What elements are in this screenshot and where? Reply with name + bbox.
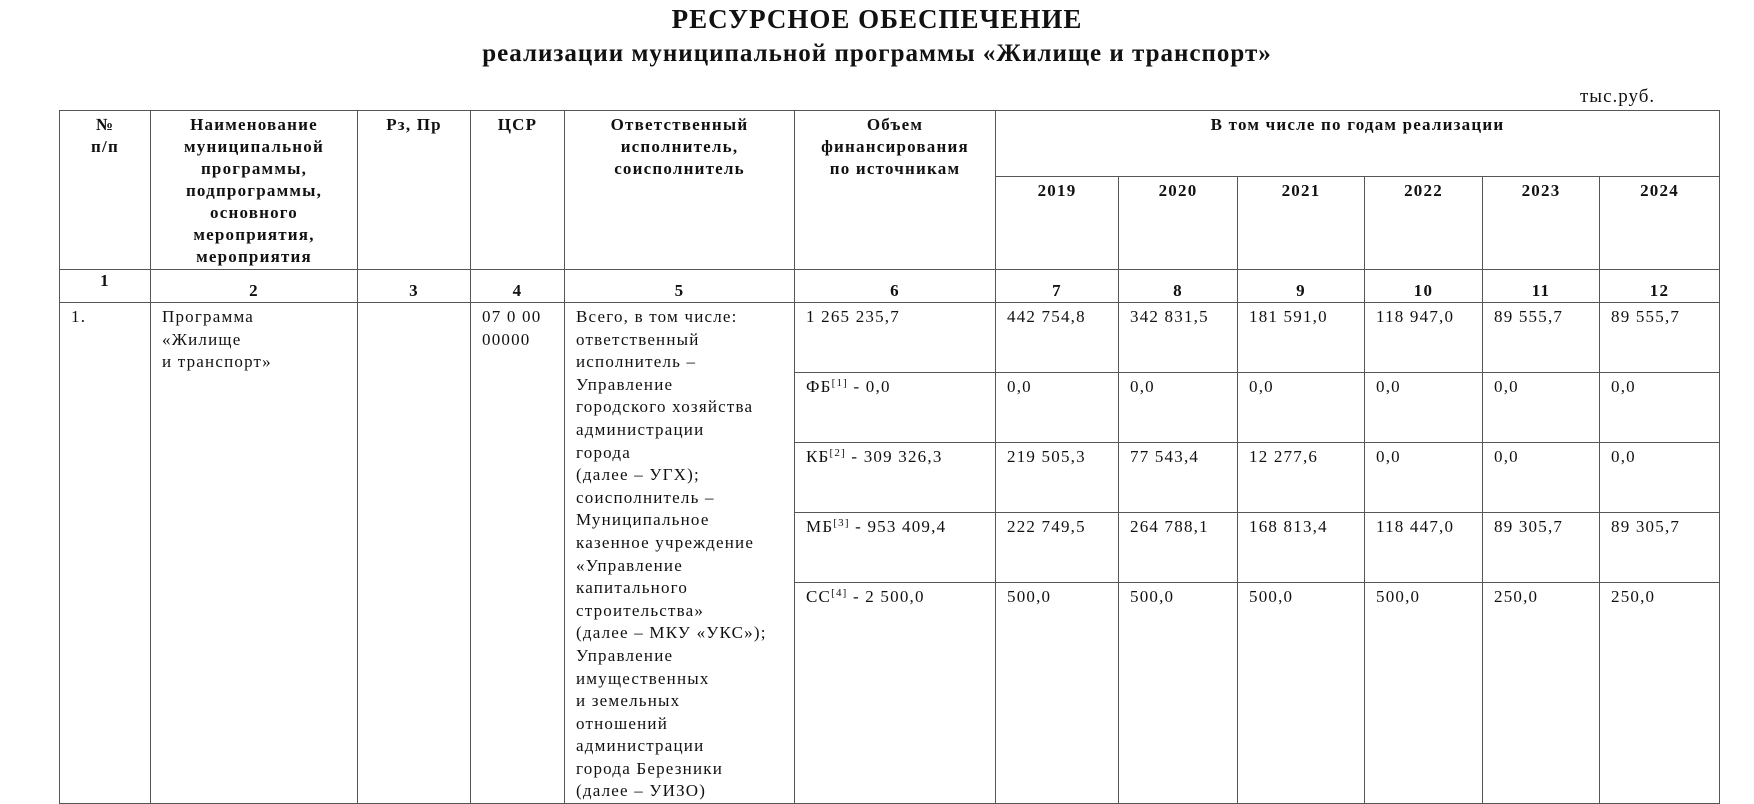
value-cell: 264 788,1 bbox=[1119, 513, 1238, 583]
header-name-line: подпрограммы, bbox=[185, 181, 323, 200]
value-cell: 0,0 bbox=[1365, 373, 1483, 443]
program-csr-line: 00000 bbox=[482, 329, 531, 349]
source-code: СС bbox=[806, 587, 832, 606]
source-total bbox=[795, 303, 996, 373]
header-volume bbox=[795, 111, 996, 270]
executor-line: отношений bbox=[576, 713, 669, 733]
value-cell: 0,0 bbox=[1238, 373, 1365, 443]
year-2024: 2024 bbox=[1600, 177, 1720, 270]
source-amount: 309 326,3 bbox=[863, 447, 943, 466]
value-cell: 12 277,6 bbox=[1238, 443, 1365, 513]
source-amount: 0,0 bbox=[865, 377, 891, 396]
value-cell: 500,0 bbox=[996, 583, 1119, 804]
resource-table bbox=[59, 110, 1720, 804]
value-cell: 0,0 bbox=[1483, 373, 1600, 443]
header-executor-line: соисполнитель bbox=[614, 159, 745, 178]
executor-line: Управление bbox=[576, 374, 674, 394]
column-number: 10 bbox=[1365, 270, 1483, 303]
executor-line: города bbox=[576, 442, 631, 462]
header-by-years: В том числе по годам реализации bbox=[996, 111, 1720, 177]
column-numbers-row bbox=[60, 270, 1720, 303]
value-cell: 0,0 bbox=[996, 373, 1119, 443]
source-amount: 1 265 235,7 bbox=[806, 307, 900, 326]
column-number: 7 bbox=[996, 270, 1119, 303]
value-cell: 342 831,5 bbox=[1119, 303, 1238, 373]
page-subtitle: реализации муниципальной программы «Жилище и транспорт» bbox=[482, 40, 1272, 67]
year-2023: 2023 bbox=[1483, 177, 1600, 270]
header-num-line: п/п bbox=[91, 137, 119, 156]
value-cell: 0,0 bbox=[1600, 373, 1720, 443]
value-cell: 222 749,5 bbox=[996, 513, 1119, 583]
executor-line: (далее – МКУ «УКС»); bbox=[576, 623, 767, 643]
executor-line: «Управление bbox=[576, 555, 683, 575]
executor-line: имущественных bbox=[576, 668, 710, 688]
header-name-line: программы, bbox=[200, 159, 308, 178]
value-cell: 0,0 bbox=[1119, 373, 1238, 443]
footnote-ref: [3] bbox=[833, 517, 850, 529]
year-2021: 2021 bbox=[1238, 177, 1365, 270]
header-name-line: основного bbox=[210, 203, 298, 222]
program-csr bbox=[471, 303, 565, 804]
column-number: 4 bbox=[471, 270, 565, 303]
header-executor bbox=[565, 111, 795, 270]
header-name-line: Наименование bbox=[190, 115, 318, 134]
executor-line: города Березники bbox=[576, 758, 724, 778]
program-num: 1. bbox=[60, 303, 151, 804]
column-number: 6 bbox=[795, 270, 996, 303]
value-cell: 500,0 bbox=[1238, 583, 1365, 804]
year-2022: 2022 bbox=[1365, 177, 1483, 270]
value-cell: 442 754,8 bbox=[996, 303, 1119, 373]
value-cell: 500,0 bbox=[1119, 583, 1238, 804]
header-num bbox=[60, 111, 151, 270]
program-executor bbox=[565, 303, 795, 804]
executor-line: Управление bbox=[576, 645, 674, 665]
column-number: 11 bbox=[1483, 270, 1600, 303]
source-fb: ФБ[1] - 0,0 bbox=[795, 373, 996, 443]
executor-line: капитального bbox=[576, 578, 689, 598]
value-cell: 250,0 bbox=[1600, 583, 1720, 804]
units-label: тыс.руб. bbox=[1580, 86, 1656, 107]
footnote-ref: [4] bbox=[831, 587, 848, 599]
value-cell: 118 447,0 bbox=[1365, 513, 1483, 583]
source-code: ФБ bbox=[806, 377, 832, 396]
header-name-line: мероприятия, bbox=[193, 225, 315, 244]
value-cell: 168 813,4 bbox=[1238, 513, 1365, 583]
header-name bbox=[151, 111, 358, 270]
executor-line: Всего, в том числе: bbox=[576, 307, 738, 326]
header-executor-line: исполнитель, bbox=[620, 137, 739, 156]
program-csr-line: 07 0 00 bbox=[482, 307, 542, 326]
executor-line: Муниципальное bbox=[576, 510, 710, 530]
header-row bbox=[60, 111, 1720, 177]
year-2019: 2019 bbox=[996, 177, 1119, 270]
executor-line: и земельных bbox=[576, 691, 681, 711]
column-number: 9 bbox=[1238, 270, 1365, 303]
source-ss: СС[4] - 2 500,0 bbox=[795, 583, 996, 804]
executor-line: (далее – УГХ); bbox=[576, 465, 700, 485]
source-code: КБ bbox=[806, 447, 830, 466]
executor-line: ответственный bbox=[576, 329, 700, 349]
year-2020: 2020 bbox=[1119, 177, 1238, 270]
header-executor-line: Ответственный bbox=[610, 115, 749, 134]
column-number: 2 bbox=[151, 270, 358, 303]
source-code: МБ bbox=[806, 517, 834, 536]
value-cell: 219 505,3 bbox=[996, 443, 1119, 513]
executor-line: строительства» bbox=[576, 600, 705, 620]
column-number: 1 bbox=[60, 270, 151, 303]
value-cell: 500,0 bbox=[1365, 583, 1483, 804]
value-cell: 89 305,7 bbox=[1600, 513, 1720, 583]
value-cell: 0,0 bbox=[1483, 443, 1600, 513]
executor-line: администрации bbox=[576, 419, 705, 439]
table-row bbox=[60, 303, 1720, 373]
program-name-line: «Жилище bbox=[162, 329, 242, 349]
header-num-line: № bbox=[95, 115, 115, 134]
footnote-ref: [1] bbox=[831, 377, 849, 389]
header-csr: ЦСР bbox=[471, 111, 565, 270]
header-name-line: мероприятия bbox=[196, 247, 312, 266]
program-name bbox=[151, 303, 358, 804]
column-number: 12 bbox=[1600, 270, 1720, 303]
value-cell: 77 543,4 bbox=[1119, 443, 1238, 513]
value-cell: 250,0 bbox=[1483, 583, 1600, 804]
value-cell: 181 591,0 bbox=[1238, 303, 1365, 373]
value-cell: 89 555,7 bbox=[1600, 303, 1720, 373]
value-cell: 89 305,7 bbox=[1483, 513, 1600, 583]
column-number: 8 bbox=[1119, 270, 1238, 303]
column-number: 3 bbox=[358, 270, 471, 303]
value-cell: 89 555,7 bbox=[1483, 303, 1600, 373]
header-volume-line: Объем bbox=[866, 115, 924, 134]
value-cell: 118 947,0 bbox=[1365, 303, 1483, 373]
executor-line: администрации bbox=[576, 736, 705, 756]
source-amount: 953 409,4 bbox=[867, 517, 947, 536]
executor-line: исполнитель – bbox=[576, 352, 697, 372]
executor-line: соисполнитель – bbox=[576, 487, 715, 507]
page-title: РЕСУРСНОЕ ОБЕСПЕЧЕНИЕ bbox=[671, 4, 1083, 34]
value-cell: 0,0 bbox=[1365, 443, 1483, 513]
column-number: 5 bbox=[565, 270, 795, 303]
executor-line: (далее – УИЗО) bbox=[576, 781, 707, 801]
footnote-ref: [2] bbox=[829, 447, 846, 459]
header-name-line: муниципальной bbox=[184, 137, 324, 156]
executor-line: городского хозяйства bbox=[576, 397, 754, 417]
executor-line: казенное учреждение bbox=[576, 532, 755, 552]
header-volume-line: по источникам bbox=[829, 159, 961, 178]
header-volume-line: финансирования bbox=[821, 137, 969, 156]
program-name-line: Программа bbox=[162, 307, 255, 326]
program-rzpr bbox=[358, 303, 471, 804]
source-amount: 2 500,0 bbox=[865, 587, 925, 606]
program-name-line: и транспорт» bbox=[162, 352, 272, 372]
value-cell: 0,0 bbox=[1600, 443, 1720, 513]
source-kb: КБ[2] - 309 326,3 bbox=[795, 443, 996, 513]
header-rzpr: Рз, Пр bbox=[358, 111, 471, 270]
source-mb: МБ[3] - 953 409,4 bbox=[795, 513, 996, 583]
